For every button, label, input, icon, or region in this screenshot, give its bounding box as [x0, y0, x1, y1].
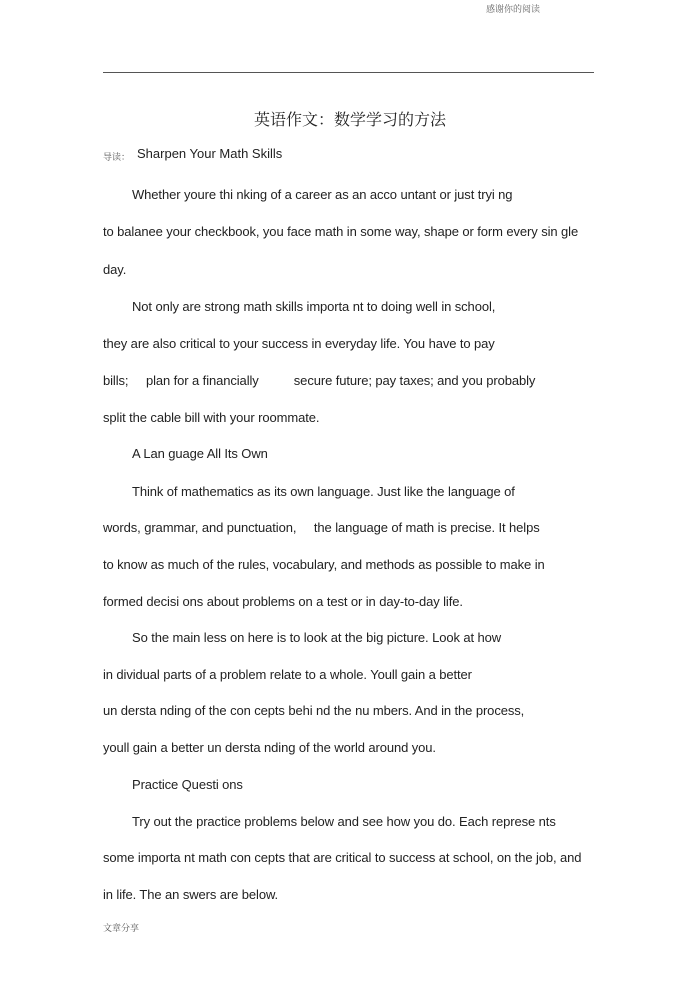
- text-line: in life. The an swers are below.: [103, 887, 279, 902]
- footer-note: 文章分享: [103, 924, 140, 934]
- text-line: to balanee your checkbook, you face math in some way, shape or form every sin gle: [103, 224, 579, 239]
- text-line: in dividual parts of a problem relate to a whole. Youll gain a better: [103, 667, 472, 682]
- header-note: 感谢你的阅读: [486, 5, 541, 15]
- text-line: Think of mathematics as its own language. Just like the language of: [132, 484, 515, 499]
- section-heading: Practice Questi ons: [132, 777, 243, 792]
- text-line: formed decisi ons about problems on a test or in day-to-day life.: [103, 594, 463, 609]
- lead-text: Sharpen Your Math Skills: [137, 146, 283, 161]
- text-line: Try out the practice problems below and see how you do. Each represe nts: [132, 814, 556, 829]
- text-line: un dersta nding of the con cepts behi nd the nu mbers. And in the process,: [103, 703, 525, 718]
- text-line: youll gain a better un dersta nding of the world around you.: [103, 740, 436, 755]
- text-line: bills; plan for a financially secure future; pay taxes; and you probably: [103, 373, 536, 388]
- text-line: some importa nt math con cepts that are critical to success at school, on the job, and: [103, 850, 582, 865]
- text-line: So the main less on here is to look at the big picture. Look at how: [132, 630, 502, 645]
- section-heading: A Lan guage All Its Own: [132, 446, 268, 461]
- text-line: they are also critical to your success in everyday life. You have to pay: [103, 336, 495, 351]
- text-line: Not only are strong math skills importa nt to doing well in school,: [132, 299, 496, 314]
- text-line: day.: [103, 262, 127, 277]
- text-line: split the cable bill with your roommate.: [103, 410, 320, 425]
- text-line: to know as much of the rules, vocabulary, and methods as possible to make in: [103, 557, 545, 572]
- text-line: words, grammar, and punctuation, the language of math is precise. It helps: [103, 520, 540, 535]
- header-divider: [103, 72, 594, 73]
- lead-label: 导读：: [103, 153, 131, 163]
- document-title: 英语作文：数学学习的方法: [253, 110, 446, 129]
- text-line: Whether youre thi nking of a career as an acco untant or just tryi ng: [132, 187, 513, 202]
